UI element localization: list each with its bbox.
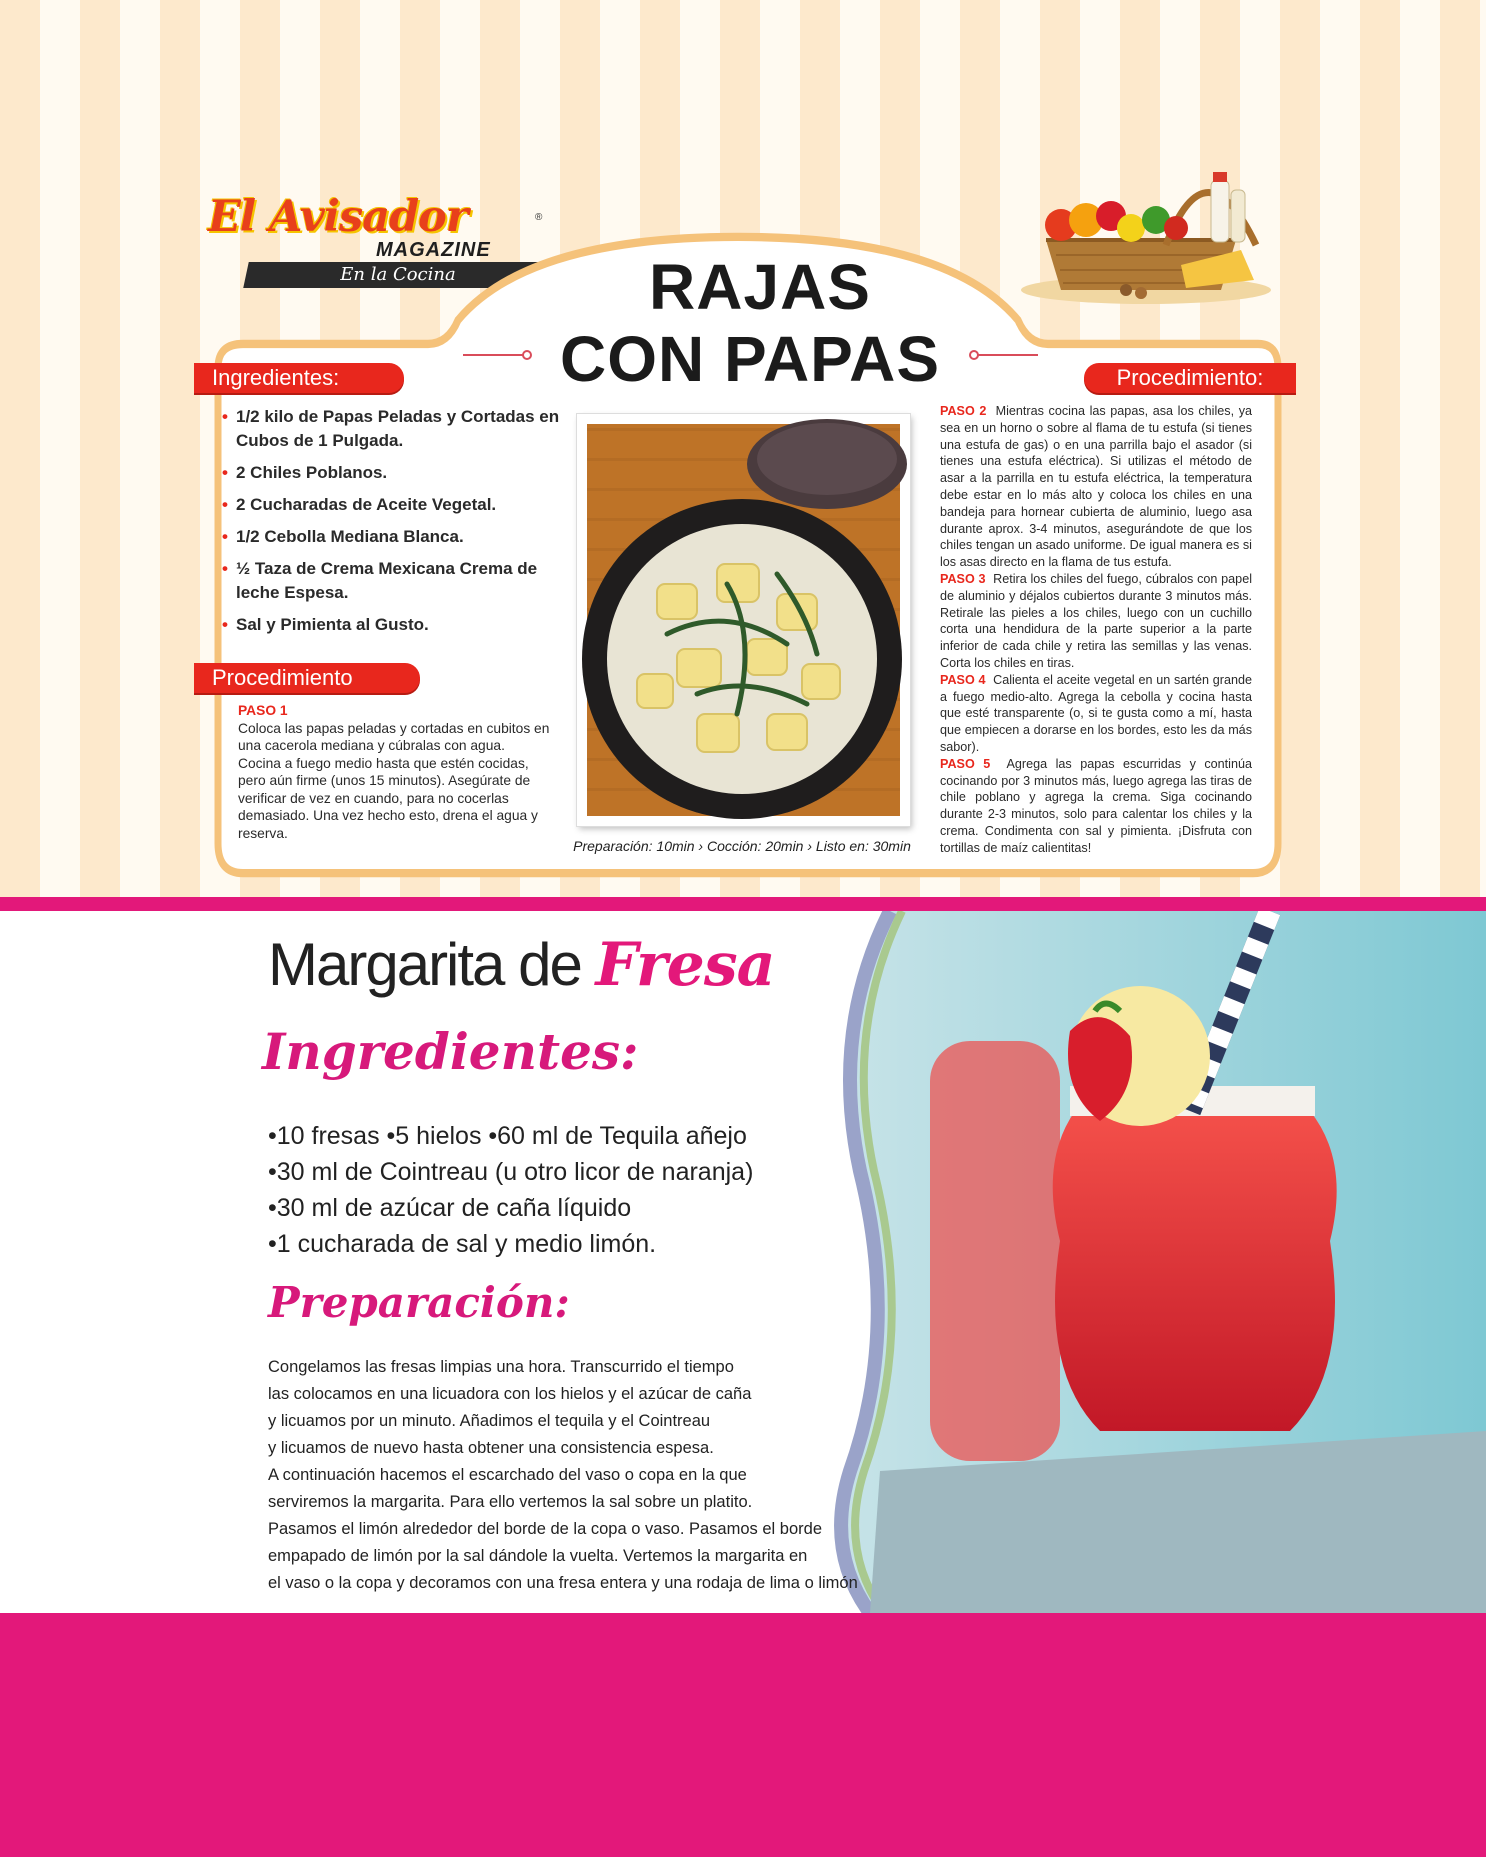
flourish-left-icon [463,345,533,365]
procedure-steps [940,403,1252,857]
divider-band [0,897,1486,911]
ingredient-line: •30 ml de Cointreau (u otro licor de naranja) [268,1158,754,1186]
recipe-title-line1: RAJAS [649,251,871,323]
step-4 [940,672,1252,756]
ingredient-item: • 1/2 Cebolla Mediana Blanca. [222,525,567,549]
rajas-dish-image [577,414,910,826]
preparation-line: serviremos la margarita. Para ello vertemos la sal sobre un platito. [268,1493,753,1511]
step-3 [940,571,1252,672]
procedure-heading-left: Procedimiento [194,663,420,693]
margarita-preparation-text [268,1354,868,1597]
brand-magazine: MAGAZINE [376,239,491,261]
margarita-title [268,930,774,1000]
step-text: Retira los chiles del fuego, cúbralos con papel de aluminio y déjalos cubiertos durante 3 minutos más. Retirale las pieles a los chiles, luego con un cuchillo corta una hendidura de la parte superior a la parte inferior de cada chile y retira las semillas y las venas. Corta los chiles en tiras. [940,571,1252,670]
ingredients-list [222,405,567,645]
step-2 [940,403,1252,571]
step-label: PASO 3 [940,571,986,586]
margarita-photo [770,911,1486,1613]
preparation-line: el vaso o la copa y decoramos con una fresa entera y una rodaja de lima o limón [268,1574,858,1592]
step-label: PASO 2 [940,404,987,418]
preparation-line: Pasamos el limón alrededor del borde de la copa o vaso. Pasamos el borde [268,1520,822,1538]
title-main: Margarita de [268,931,596,998]
ingredient-line: •10 fresas •5 hielos •60 ml de Tequila añejo [268,1122,747,1150]
preparation-line: A continuación hacemos el escarchado del vaso o copa en la que [268,1466,747,1484]
step-5 [940,756,1252,857]
step-text: Calienta el aceite vegetal en un sartén grande a fuego medio-alto. Agrega la cebolla y cocina hasta que esté transparente (o, si te gusta como a mí, hasta que empiecen a dorarse en los bordes, esto les da más sabor). [940,672,1253,754]
preparation-line: y licuamos por un minuto. Añadimos el tequila y el Cointreau [268,1412,711,1430]
ingredient-line: •30 ml de azúcar de caña líquido [268,1194,632,1222]
ingredient-item: • 1/2 kilo de Papas Peladas y Cortadas en Cubos de 1 Pulgada. [222,405,567,453]
ingredient-item: • 2 Cucharadas de Aceite Vegetal. [222,493,567,517]
ingredient-item: • 2 Chiles Poblanos. [222,461,567,485]
ingredients-heading: Ingredientes: [194,363,404,393]
step-1 [238,702,550,842]
ingredient-item: • ½ Taza de Crema Mexicana Crema de leche Espesa. [222,557,567,605]
margarita-ingredients-list [268,1118,828,1262]
step-text: Mientras cocina las papas, asa los chiles, ya sea en un horno o sobre al flama de tu estufa (si tienes una estufa de gas) o en una parrilla bajo el asador (si tienes una estufa eléctrica). Si utilizas el método de asar a la parrilla en tu estufa eléctrica, la temperatura debe estar en lo más alto y coloca los chiles en una bandeja para hornear cubierta de aluminio, luego asa durante aprox. 3-4 minutos, asegurándote de que los chiles tengan un asado uniforme. De igual manera es si los asas directo en la flama de tus estufa. [940,404,1253,570]
preparation-line: y licuamos de nuevo hasta obtener una consistencia espesa. [268,1439,714,1457]
recipe-title-line2: CON PAPAS [560,323,940,395]
cooking-times: Preparación: 10min › Cocción: 20min › Listo en: 30min [573,838,911,854]
margarita-ingredients-heading: Ingredientes: [262,1022,639,1081]
margarita-preparation-heading: Preparación: [268,1278,570,1327]
title-accent: Fresa [595,930,775,1000]
preparation-line: empapado de limón por la sal dándole la vuelta. Vertemos la margarita en [268,1547,808,1565]
brand-section: En la Cocina [340,264,456,285]
footer-band [0,1613,1486,1857]
ingredient-item: • Sal y Pimienta al Gusto. [222,613,567,637]
step-text: Agrega las papas escurridas y continúa cocinando por 3 minutos más, luego agrega las tiras de chile poblano y agrega la crema. Siga cocinando durante 2-3 minutos, solo para calentar los chiles y la crema. Condimenta con sal y pimienta. ¡Disfruta con tortillas de maíz calientitas! [940,756,1252,855]
dish-photo [577,414,910,826]
flourish-right-icon [968,345,1038,365]
registered-mark: ® [535,212,543,223]
brand-name: El Avisador [208,192,468,242]
procedure-heading-right: Procedimiento: [1084,363,1296,393]
step-label: PASO 5 [940,756,991,771]
preparation-line: las colocamos en una licuadora con los hielos y el azúcar de caña [268,1385,752,1403]
step-text: Coloca las papas peladas y cortadas en cubitos en una cacerola mediana y cúbralas con agua. Cocina a fuego medio hasta que estén cocidas, pero aún firme (unos 15 minutos). Asegúrate de verificar de vez en cuando, para no cocerlas demasiado. Una vez hecho esto, drena el agua y reserva. [238,720,550,841]
step-label: PASO 4 [940,672,986,687]
ingredient-line: •1 cucharada de sal y medio limón. [268,1230,657,1258]
preparation-line: Congelamos las fresas limpias una hora. Transcurrido el tiempo [268,1358,734,1376]
step-label: PASO 1 [238,703,288,718]
